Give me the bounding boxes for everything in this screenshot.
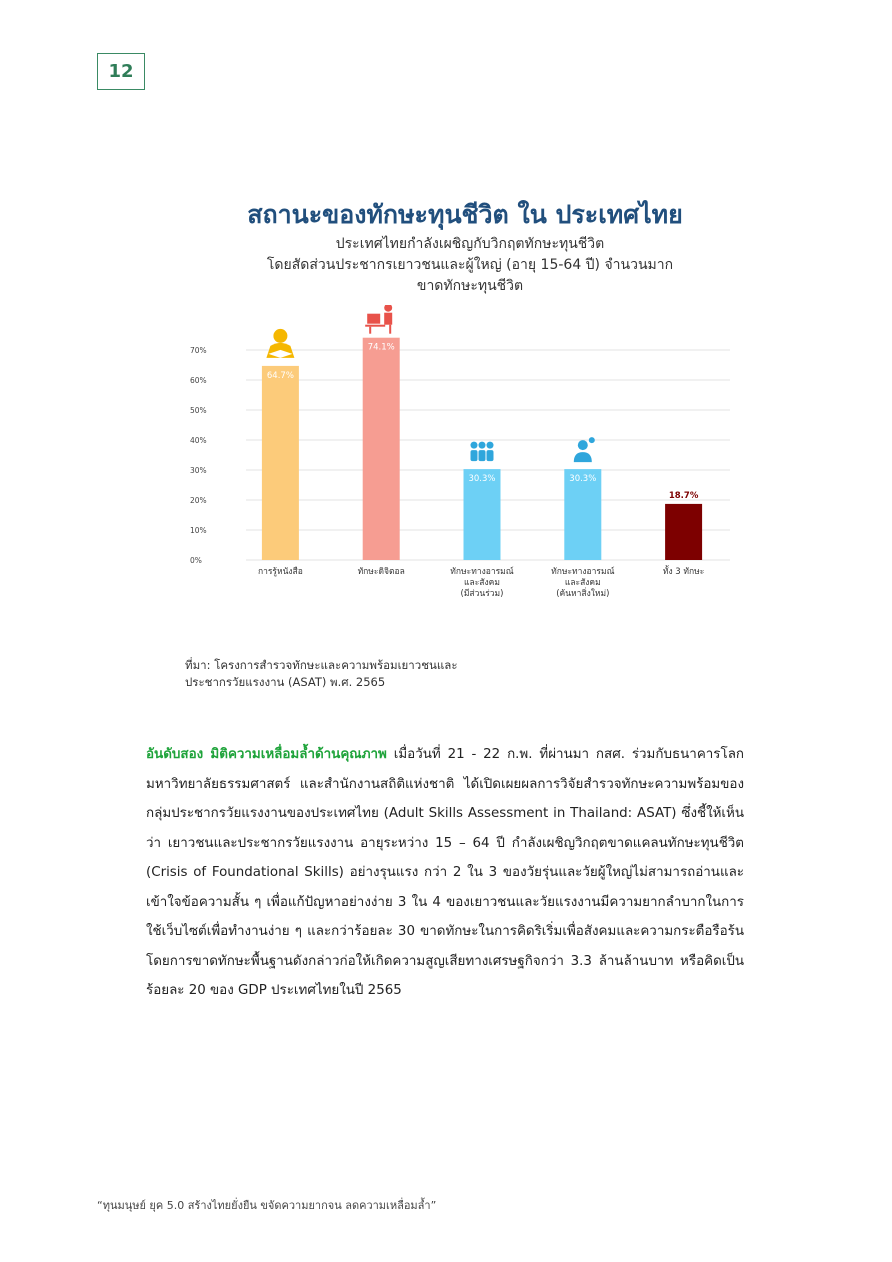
source-line: ที่มา: โครงการสำรวจทักษะและความพร้อมเยาวชนและ bbox=[185, 658, 458, 672]
chart-subtitle-line: โดยสัดส่วนประชากรเยาวชนและผู้ใหญ่ (อายุ 15-64 ปี) จำนวนมาก bbox=[266, 257, 674, 273]
x-category-label: และสังคม bbox=[564, 578, 601, 588]
computer-user-icon bbox=[365, 305, 392, 334]
chart-subtitle-line: ประเทศไทยกำลังเผชิญกับวิกฤตทักษะทุนชีวิต bbox=[335, 236, 605, 252]
x-category-label: ทั้ง 3 ทักษะ bbox=[662, 567, 705, 577]
y-tick-label: 0% bbox=[190, 556, 202, 565]
bar-value-label: 30.3% bbox=[468, 474, 496, 485]
page-number: 12 bbox=[97, 53, 145, 90]
group-people-icon bbox=[471, 442, 494, 462]
x-category-label: (มีส่วนร่วม) bbox=[460, 589, 504, 599]
bar-value-label: 18.7% bbox=[668, 490, 699, 501]
y-tick-label: 50% bbox=[190, 406, 207, 415]
bar-value-label: 64.7% bbox=[266, 370, 294, 381]
bar bbox=[363, 338, 400, 560]
y-tick-label: 20% bbox=[190, 496, 207, 505]
bar bbox=[665, 504, 702, 560]
y-tick-label: 30% bbox=[190, 466, 207, 475]
x-category-label: (ค้นหาสิ่งใหม่) bbox=[556, 589, 610, 599]
x-category-label: ทักษะดิจิตอล bbox=[357, 567, 405, 577]
y-tick-label: 60% bbox=[190, 376, 207, 385]
bar-chart-svg bbox=[190, 305, 750, 610]
chart-subtitle bbox=[200, 234, 740, 297]
source-note bbox=[185, 657, 545, 691]
x-category-label: ทักษะทางอารมณ์ bbox=[450, 567, 514, 577]
footer-quote: “ทุนมนุษย์ ยุค 5.0 สร้างไทยยั่งยืน ขจัดความยากจน ลดความเหลื่อมล้ำ” bbox=[97, 1199, 437, 1212]
y-tick-label: 10% bbox=[190, 526, 207, 535]
paragraph-text: เมื่อวันที่ 21 - 22 ก.พ. ที่ผ่านมา กสศ. ร่วมกับธนาคารโลก มหาวิทยาลัยธรรมศาสตร์ และสำนักงานสถิติแห่งชาติ ได้เปิดเผยผลการวิจัยสำรวจทักษะความพร้อมของกลุ่มประชากรวัยแรงงานของประเทศไทย (Adult Skills Assessment in Thailand: ASAT) ซึ่งชี้ให้เห็นว่า เยาวชนและประชากรวัยแรงงาน อายุระหว่าง 15 – 64 ปี กำลังเผชิญวิกฤตขาดแคลนทักษะทุนชีวิต (Crisis of Foundational Skills) อย่างรุนแรง กว่า 2 ใน 3 ของวัยรุ่นและวัยผู้ใหญ่ไม่สามารถอ่านและเข้าใจข้อความสั้น ๆ เพื่อแก้ปัญหาอย่างง่าย 3 ใน 4 ของเยาวชนและวัยแรงงานมีความยากลำบากในการใช้เว็บไซต์เพื่อทำงานง่าย ๆ และกว่าร้อยละ 30 ขาดทักษะในการคิดริเริ่มเพื่อสังคมและความกระตือรือร้น โดยการขาดทักษะพื้นฐานดังกล่าวก่อให้เกิดความสูญเสียทางเศรษฐกิจกว่า 3.3 ล้านล้านบาท หรือคิดเป็นร้อยละ 20 ของ GDP ประเทศไทยในปี 2565 bbox=[146, 747, 745, 998]
source-line: ประชากรวัยแรงงาน (ASAT) พ.ศ. 2565 bbox=[185, 675, 386, 689]
bar bbox=[262, 366, 299, 560]
bar-value-label: 74.1% bbox=[367, 342, 395, 353]
bar-value-label: 30.3% bbox=[569, 474, 597, 485]
chart-subtitle-line: ขาดทักษะทุนชีวิต bbox=[416, 278, 524, 294]
bar-chart bbox=[190, 305, 750, 610]
reading-person-icon bbox=[266, 329, 294, 358]
x-category-label: การรู้หนังสือ bbox=[257, 567, 303, 577]
chart-title: สถานะของทักษะทุนชีวิต ใน ประเทศไทย bbox=[247, 200, 683, 229]
x-category-label: และสังคม bbox=[464, 578, 500, 588]
x-category-label: ทักษะทางอารมณ์ bbox=[551, 567, 615, 577]
person-thinking-icon bbox=[574, 437, 595, 462]
body-paragraph bbox=[146, 740, 744, 1006]
y-tick-label: 70% bbox=[190, 346, 207, 355]
section-heading: อันดับสอง มิติความเหลื่อมล้ำด้านคุณภาพ bbox=[146, 747, 387, 762]
y-tick-label: 40% bbox=[190, 436, 207, 445]
